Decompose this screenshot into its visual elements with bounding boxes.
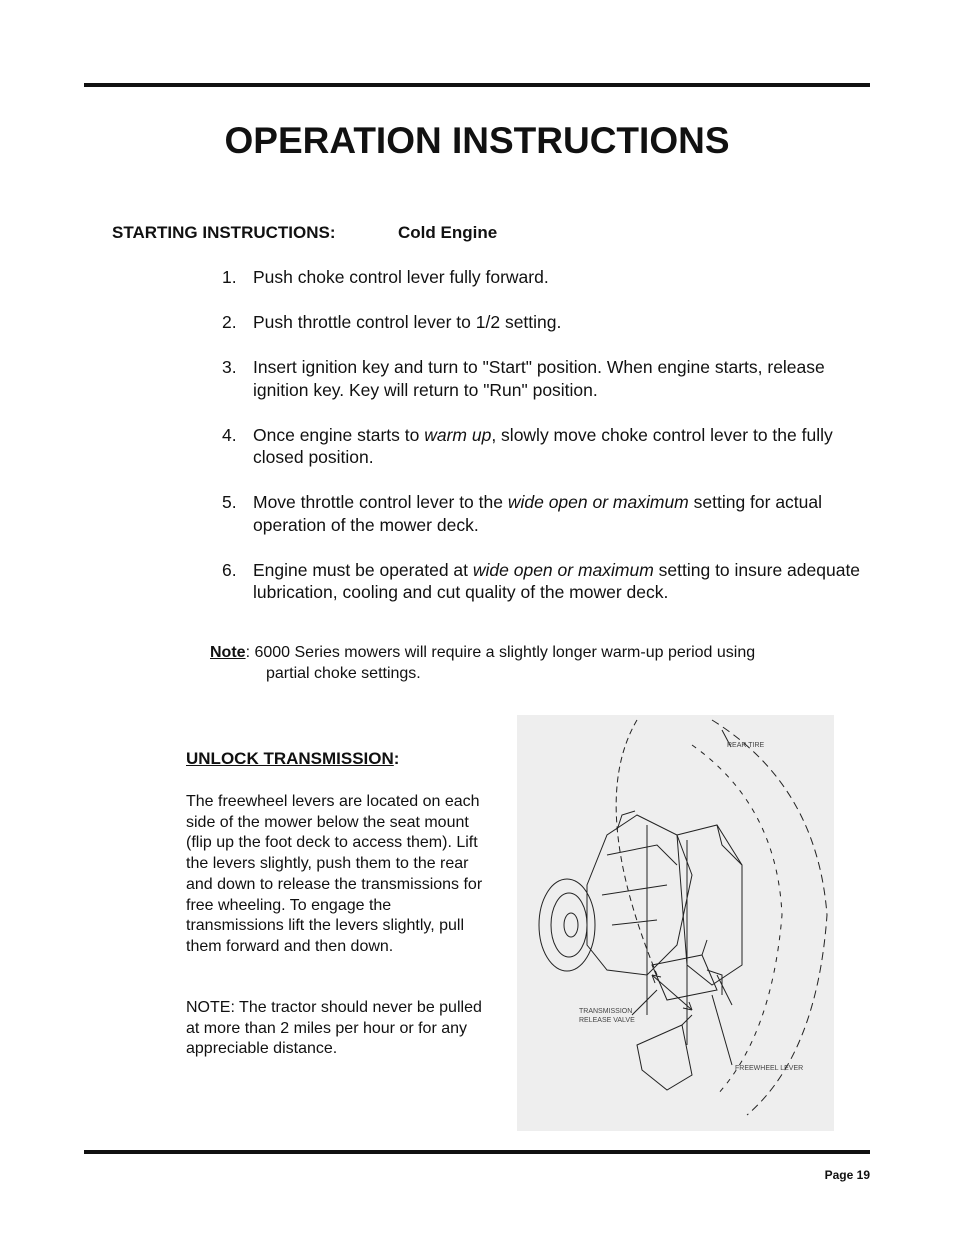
note-line-2: partial choke settings. — [266, 664, 421, 682]
step-item — [222, 266, 872, 289]
step-emphasis: warm up — [424, 424, 492, 445]
bottom-rule — [84, 1150, 870, 1154]
step-emphasis: wide open or maximum — [472, 559, 654, 580]
step-item — [222, 491, 872, 536]
step-text: Push choke control lever fully forward. — [253, 267, 549, 287]
transmission-illustration — [517, 715, 834, 1131]
unlock-transmission-heading — [186, 749, 399, 769]
starting-instructions-heading — [112, 223, 498, 243]
step-number: 3. — [222, 357, 237, 377]
step-number: 6. — [222, 559, 237, 580]
step-text-pre: Engine must be operated at — [253, 559, 473, 580]
rear-tire-label: REAR TIRE — [727, 742, 765, 749]
freewheel-instructions-paragraph: The freewheel levers are located on each side of the mower below the seat mount (flip up the foot deck to access them). Lift the levers slightly, push them to the rear and down to release the transmissions for free wheeling. To engage the transmissions lift the levers slightly, pull them forward and then down. — [186, 793, 483, 955]
starting-steps-list — [222, 266, 872, 626]
step-number: 2. — [222, 312, 237, 332]
step-text-pre: Move throttle control lever to the — [253, 492, 508, 512]
step-text: Insert ignition key and turn to "Start" position. When engine starts, release ignition key. Key will return to "Run" position. — [253, 357, 825, 400]
unlock-heading-colon: : — [393, 749, 400, 768]
towing-warning-paragraph: NOTE: The tractor should never be pulled at more than 2 miles per hour or for any appreciable distance. — [186, 999, 482, 1058]
note-line-1: : 6000 Series mowers will require a slightly longer warm-up period using — [245, 644, 756, 661]
release-valve-label-2: RELEASE VALVE — [579, 1017, 635, 1024]
step-number: 1. — [222, 267, 237, 287]
freewheel-lever-label: FREEWHEEL LEVER — [735, 1065, 804, 1072]
step-item — [222, 559, 872, 604]
step-item — [222, 424, 872, 469]
note-label: Note — [210, 644, 246, 661]
cold-engine-subheading: Cold Engine — [398, 223, 498, 242]
warmup-note — [210, 643, 810, 684]
step-item — [222, 311, 872, 334]
unlock-heading-label: UNLOCK TRANSMISSION — [186, 749, 394, 768]
step-text-pre: Once engine starts to — [253, 424, 425, 445]
page-title: OPERATION INSTRUCTIONS — [224, 120, 730, 161]
top-rule — [84, 83, 870, 87]
step-number: 5. — [222, 492, 237, 512]
step-text-post: setting for actual operation of the mower deck. — [253, 492, 823, 535]
step-emphasis: wide open or maximum — [507, 492, 689, 512]
step-number: 4. — [222, 424, 237, 445]
release-valve-label-1: TRANSMISSION — [579, 1008, 633, 1015]
transmission-drawing — [517, 715, 834, 1131]
starting-heading-label: STARTING INSTRUCTIONS: — [112, 223, 336, 242]
step-text-post: setting to insure adequate lubrication, cooling and cut quality of the mower deck. — [253, 559, 861, 602]
step-item — [222, 356, 872, 401]
step-text-post: , slowly move choke control lever to the fully closed position. — [253, 424, 833, 467]
page-number: Page 19 — [824, 1168, 870, 1182]
step-text: Push throttle control lever to 1/2 setting. — [253, 312, 562, 332]
